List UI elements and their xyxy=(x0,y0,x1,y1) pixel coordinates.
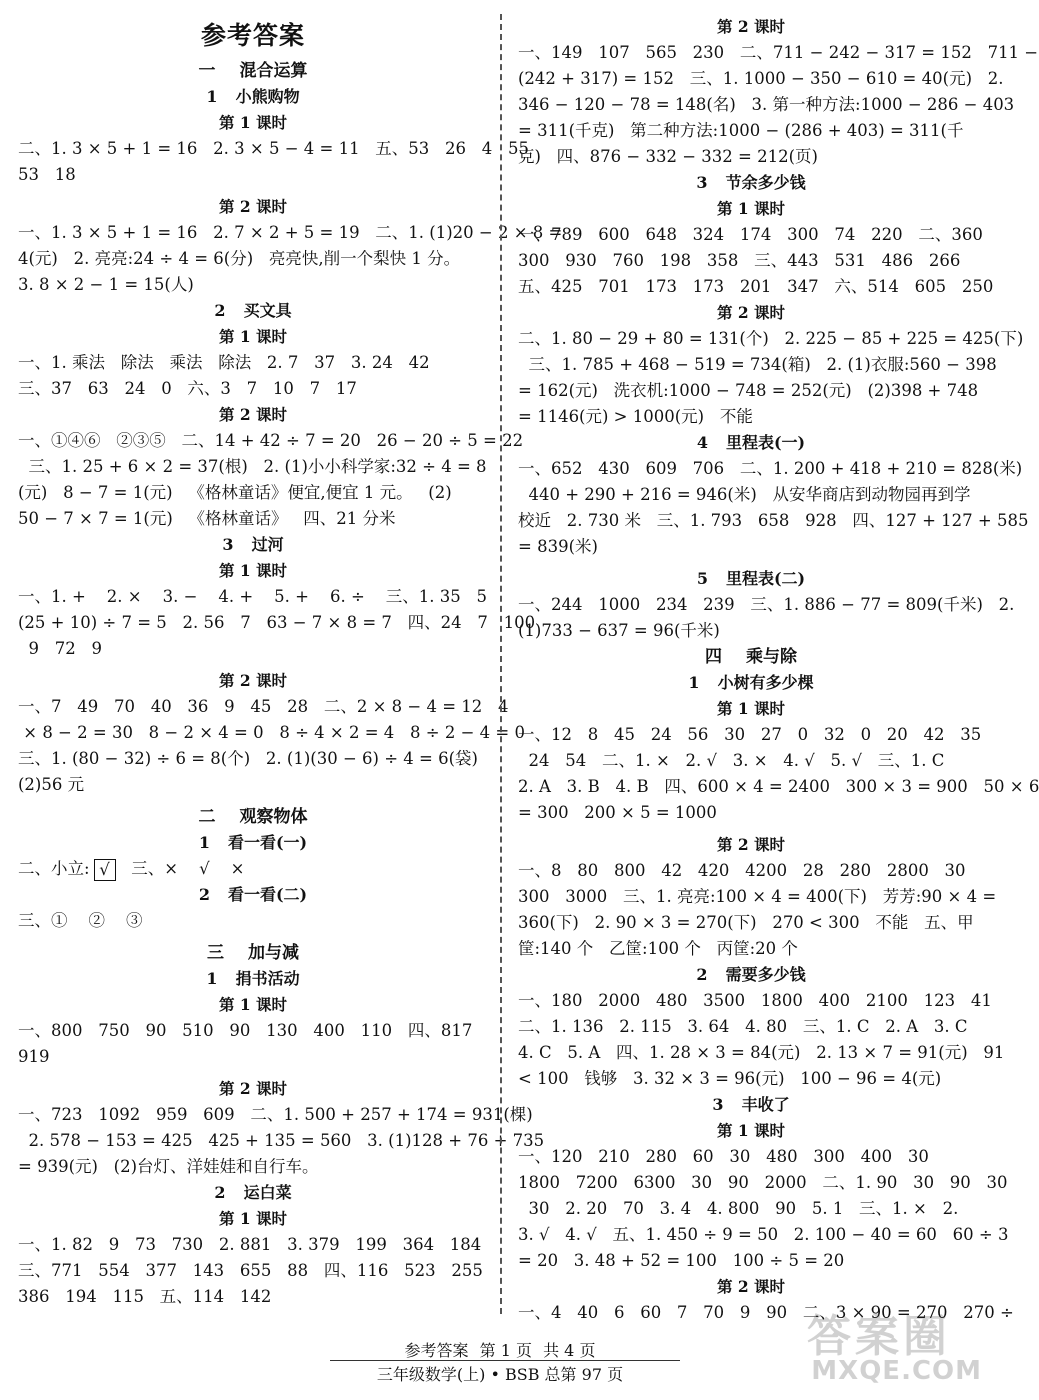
answer-line: 五、425 701 173 173 201 347 六、514 605 250 xyxy=(518,277,994,296)
class-period-heading: 第 2 课时 xyxy=(218,197,288,216)
heading-number: 5 xyxy=(696,569,708,588)
answer-line: 4. C 5. A 四、1. 28 × 3 = 84(元) 2. 13 × 7 = 91(元) 91 xyxy=(518,1043,1005,1062)
heading-text: 捐书活动 xyxy=(235,969,300,988)
heading-text: 节余多少钱 xyxy=(725,173,806,192)
lesson-heading xyxy=(18,84,488,110)
unit-heading xyxy=(518,644,984,670)
heading-number: 四 xyxy=(705,647,722,667)
class-period-heading: 第 1 课时 xyxy=(218,1209,288,1228)
heading-number: 1 xyxy=(198,833,210,852)
answer-line: 300 3000 三、1. 亮亮:100 × 4 = 400(下) 芳芳:90 × 4 = xyxy=(518,887,997,906)
answer-line: 一、①④⑥ ②③⑤ 二、14 + 42 ÷ 7 = 20 26 − 20 ÷ 5 = 22 xyxy=(18,431,524,450)
lesson-heading xyxy=(18,1180,488,1206)
answer-line: 440 + 290 + 216 = 946(米) 从安华商店到动物园再到学 xyxy=(518,485,971,504)
class-period-heading: 第 1 课时 xyxy=(218,113,288,132)
footer-label: 参考答案 xyxy=(404,1341,469,1360)
checkmark-box: √ xyxy=(94,859,116,881)
answer-line: (1)733 − 637 = 96(千米) xyxy=(518,621,720,640)
answer-text: 三、× √ × xyxy=(115,859,245,878)
answer-line: 2. A 3. B 4. B 四、600 × 4 = 2400 300 × 3 = 900 50 × 6 xyxy=(518,777,1039,796)
heading-text: 需要多少钱 xyxy=(725,965,806,984)
heading-number: 4 xyxy=(696,433,708,452)
unit-heading xyxy=(18,804,488,830)
answer-line: 一、180 2000 480 3500 1800 400 2100 123 41 xyxy=(518,991,992,1010)
lesson-heading xyxy=(518,170,984,196)
answer-line: 360(下) 2. 90 × 3 = 270(下) 270 < 300 不能 五、甲 xyxy=(518,913,974,932)
heading-number: 3 xyxy=(712,1095,724,1114)
heading-text: 小熊购物 xyxy=(235,87,300,106)
lesson-heading xyxy=(518,430,984,456)
answer-line: 一、149 107 565 230 二、711 − 242 − 317 = 152 711 − xyxy=(518,43,1039,62)
heading-number: 三 xyxy=(207,943,224,963)
answer-line: (元) 8 − 7 = 1(元) 《格林童话》便宜,便宜 1 元。 (2) xyxy=(18,483,452,502)
answer-line: 53 18 xyxy=(18,165,76,184)
heading-text: 里程表(一) xyxy=(725,433,806,452)
answer-line: 一、1. 乘法 除法 乘法 除法 2. 7 37 3. 24 42 xyxy=(18,353,430,372)
class-period-heading: 第 2 课时 xyxy=(716,303,786,322)
answer-line: = 939(元) (2)台灯、洋娃娃和自行车。 xyxy=(18,1157,319,1176)
answer-line: 三、37 63 24 0 六、3 7 10 7 17 xyxy=(18,379,357,398)
answer-line: 3. √ 4. √ 五、1. 450 ÷ 9 = 50 2. 100 − 40 = 60 60 ÷ 3 xyxy=(518,1225,1009,1244)
answer-line: 2. 578 − 153 = 425 425 + 135 = 560 3. (1)128 + 76 + 735 xyxy=(18,1131,545,1150)
heading-number: 3 xyxy=(696,173,708,192)
heading-number: 2 xyxy=(214,1183,226,1202)
footer-rule xyxy=(330,1360,680,1361)
answer-line: 二、1. 80 − 29 + 80 = 131(个) 2. 225 − 85 + 225 = 425(下) xyxy=(518,329,1024,348)
answer-line: 一、1. 3 × 5 + 1 = 16 2. 7 × 2 + 5 = 19 二、1. (1)20 − 2 × 8 = xyxy=(18,223,563,242)
answer-line: 50 − 7 × 7 = 1(元) 《格林童话》 四、21 分米 xyxy=(18,509,396,528)
watermark-url: MXQE.COM xyxy=(811,1356,982,1386)
answer-line: 300 930 760 198 358 三、443 531 486 266 xyxy=(518,251,961,270)
lesson-heading xyxy=(18,882,488,908)
class-period-heading: 第 2 课时 xyxy=(218,1079,288,1098)
answer-line: 1800 7200 6300 30 90 2000 二、1. 90 30 90 30 xyxy=(518,1173,1008,1192)
answer-line: 9 72 9 xyxy=(18,639,102,658)
answer-line: 三、1. 25 + 6 × 2 = 37(根) 2. (1)小小科学家:32 ÷ 4 = 8 xyxy=(18,457,487,476)
class-period-heading: 第 2 课时 xyxy=(716,1277,786,1296)
heading-text: 里程表(二) xyxy=(725,569,806,588)
answer-line: 24 54 二、1. × 2. √ 3. × 4. √ 5. √ 三、1. C xyxy=(518,751,945,770)
answer-line: 919 xyxy=(18,1047,50,1066)
heading-number: 3 xyxy=(222,535,234,554)
answer-line: 一、800 750 90 510 90 130 400 110 四、817 xyxy=(18,1021,473,1040)
answer-line: 一、7 49 70 40 36 9 45 28 二、2 × 8 − 4 = 12 4 xyxy=(18,697,509,716)
heading-text: 加与减 xyxy=(248,943,299,963)
answer-line: = 162(元) 洗衣机:1000 − 748 = 252(元) (2)398 + 748 xyxy=(518,381,979,400)
answer-line: 一、1. 82 9 73 730 2. 881 3. 379 199 364 184 xyxy=(18,1235,482,1254)
heading-text: 过河 xyxy=(251,535,284,554)
class-period-heading: 第 1 课时 xyxy=(218,995,288,1014)
lesson-heading xyxy=(18,966,488,992)
footer-page: 第 1 页 xyxy=(479,1341,532,1360)
answer-line: 三、① ② ③ xyxy=(18,911,143,930)
answer-line: 一、4 40 6 60 7 70 9 90 二、3 × 90 = 270 270 ÷ xyxy=(518,1303,1014,1322)
heading-number: 二 xyxy=(198,807,216,827)
answer-line xyxy=(18,856,488,882)
answer-line: × 8 − 2 = 30 8 − 2 × 4 = 0 8 ÷ 4 × 2 = 4 8 ÷ 2 − 4 = 0 xyxy=(18,723,525,742)
heading-number: 一 xyxy=(198,61,216,81)
answer-line: 二、1. 136 2. 115 3. 64 4. 80 三、1. C 2. A 3. C xyxy=(518,1017,968,1036)
heading-text: 买文具 xyxy=(243,301,292,320)
heading-text: 观察物体 xyxy=(239,807,308,827)
answer-line: 3. 8 × 2 − 1 = 15(人) xyxy=(18,275,194,294)
heading-number: 1 xyxy=(688,673,700,692)
class-period-heading: 第 2 课时 xyxy=(218,405,288,424)
class-period-heading: 第 1 课时 xyxy=(716,699,786,718)
class-period-heading: 第 1 课时 xyxy=(716,1121,786,1140)
lesson-heading xyxy=(518,962,984,988)
answer-line: (25 + 10) ÷ 7 = 5 2. 56 7 63 − 7 × 8 = 7 四、24 7 100 xyxy=(18,613,536,632)
page-title: 参考答案 xyxy=(200,21,305,50)
answer-line: 一、652 430 609 706 二、1. 200 + 418 + 210 = 828(米) xyxy=(518,459,1023,478)
answer-line: 一、8 80 800 42 420 4200 28 280 2800 30 xyxy=(518,861,966,880)
answer-line: 346 − 120 − 78 = 148(名) 3. 第一种方法:1000 − 286 − 403 xyxy=(518,95,1015,114)
footer-total: 共 4 页 xyxy=(543,1341,596,1360)
answer-line: 一、789 600 648 324 174 300 74 220 二、360 xyxy=(518,225,983,244)
answer-line: 二、1. 3 × 5 + 1 = 16 2. 3 × 5 − 4 = 11 五、53 26 4 55 xyxy=(18,139,530,158)
answer-line: 一、244 1000 234 239 三、1. 886 − 77 = 809(千米) 2. xyxy=(518,595,1015,614)
unit-heading xyxy=(18,940,488,966)
answer-line: = 1146(元) > 1000(元) 不能 xyxy=(518,407,753,426)
lesson-heading xyxy=(518,670,984,696)
heading-number: 1 xyxy=(206,87,218,106)
answer-line: 一、120 210 280 60 30 480 300 400 30 xyxy=(518,1147,929,1166)
answer-line: 筐:140 个 乙筐:100 个 丙筐:20 个 xyxy=(518,939,798,958)
answer-line: 386 194 115 五、114 142 xyxy=(18,1287,272,1306)
lesson-heading xyxy=(518,1092,984,1118)
class-period-heading: 第 2 课时 xyxy=(218,671,288,690)
answer-line: 三、1. (80 − 32) ÷ 6 = 8(个) 2. (1)(30 − 6) ÷ 4 = 6(袋) xyxy=(18,749,478,768)
heading-text: 丰收了 xyxy=(741,1095,790,1114)
class-period-heading: 第 1 课时 xyxy=(218,561,288,580)
answer-line: < 100 钱够 3. 32 × 3 = 96(元) 100 − 96 = 4(元) xyxy=(518,1069,942,1088)
answer-line: 三、771 554 377 143 655 88 四、116 523 255 xyxy=(18,1261,483,1280)
answer-line: 校近 2. 730 米 三、1. 793 658 928 四、127 + 127 + 585 xyxy=(518,511,1029,530)
heading-text: 运白菜 xyxy=(243,1183,292,1202)
class-period-heading: 第 2 课时 xyxy=(716,17,786,36)
lesson-heading xyxy=(518,566,984,592)
class-period-heading: 第 1 课时 xyxy=(218,327,288,346)
answer-line: (2)56 元 xyxy=(18,775,85,794)
answer-line: 一、723 1092 959 609 二、1. 500 + 257 + 174 = 931(棵) xyxy=(18,1105,533,1124)
heading-text: 看一看(二) xyxy=(227,885,308,904)
answer-line: = 20 3. 48 + 52 = 100 100 ÷ 5 = 20 xyxy=(518,1251,845,1270)
heading-number: 2 xyxy=(214,301,226,320)
class-period-heading: 第 2 课时 xyxy=(716,835,786,854)
answer-line: (242 + 317) = 152 三、1. 1000 − 350 − 610 = 40(元) 2. xyxy=(518,69,1004,88)
heading-number: 1 xyxy=(206,969,218,988)
watermark-logo xyxy=(807,1300,982,1386)
watermark-text: 答案圈 xyxy=(807,1311,951,1362)
lesson-heading xyxy=(18,532,488,558)
heading-text: 小树有多少棵 xyxy=(717,673,814,692)
lesson-heading xyxy=(18,298,488,324)
class-period-heading: 第 1 课时 xyxy=(716,199,786,218)
right-column xyxy=(518,14,1039,1326)
heading-number: 2 xyxy=(696,965,708,984)
answer-line: 30 2. 20 70 3. 4 4. 800 90 5. 1 三、1. × 2. xyxy=(518,1199,959,1218)
column-divider xyxy=(500,14,502,1314)
heading-text: 混合运算 xyxy=(239,61,308,81)
answer-text: 二、小立: xyxy=(18,859,90,878)
answer-line: 一、12 8 45 24 56 30 27 0 32 0 20 42 35 xyxy=(518,725,982,744)
answer-line: 一、1. + 2. × 3. − 4. + 5. + 6. ÷ 三、1. 35 5 xyxy=(18,587,487,606)
heading-text: 乘与除 xyxy=(746,647,797,667)
footer-book: 三年级数学(上) • BSB 总第 97 页 xyxy=(376,1365,624,1384)
answer-line: = 300 200 × 5 = 1000 xyxy=(518,803,717,822)
answer-line: = 311(千克) 第二种方法:1000 − (286 + 403) = 311(千 xyxy=(518,121,964,140)
answer-line: 三、1. 785 + 468 − 519 = 734(箱) 2. (1)衣服:560 − 398 xyxy=(518,355,997,374)
answer-line: = 839(米) xyxy=(518,537,598,556)
heading-number: 2 xyxy=(198,885,210,904)
unit-heading xyxy=(18,58,488,84)
answer-line: 4(元) 2. 亮亮:24 ÷ 4 = 6(分) 亮亮快,削一个梨快 1 分。 xyxy=(18,249,461,268)
heading-text: 看一看(一) xyxy=(227,833,308,852)
answer-line: 克) 四、876 − 332 − 332 = 212(页) xyxy=(518,147,818,166)
lesson-heading xyxy=(18,830,488,856)
